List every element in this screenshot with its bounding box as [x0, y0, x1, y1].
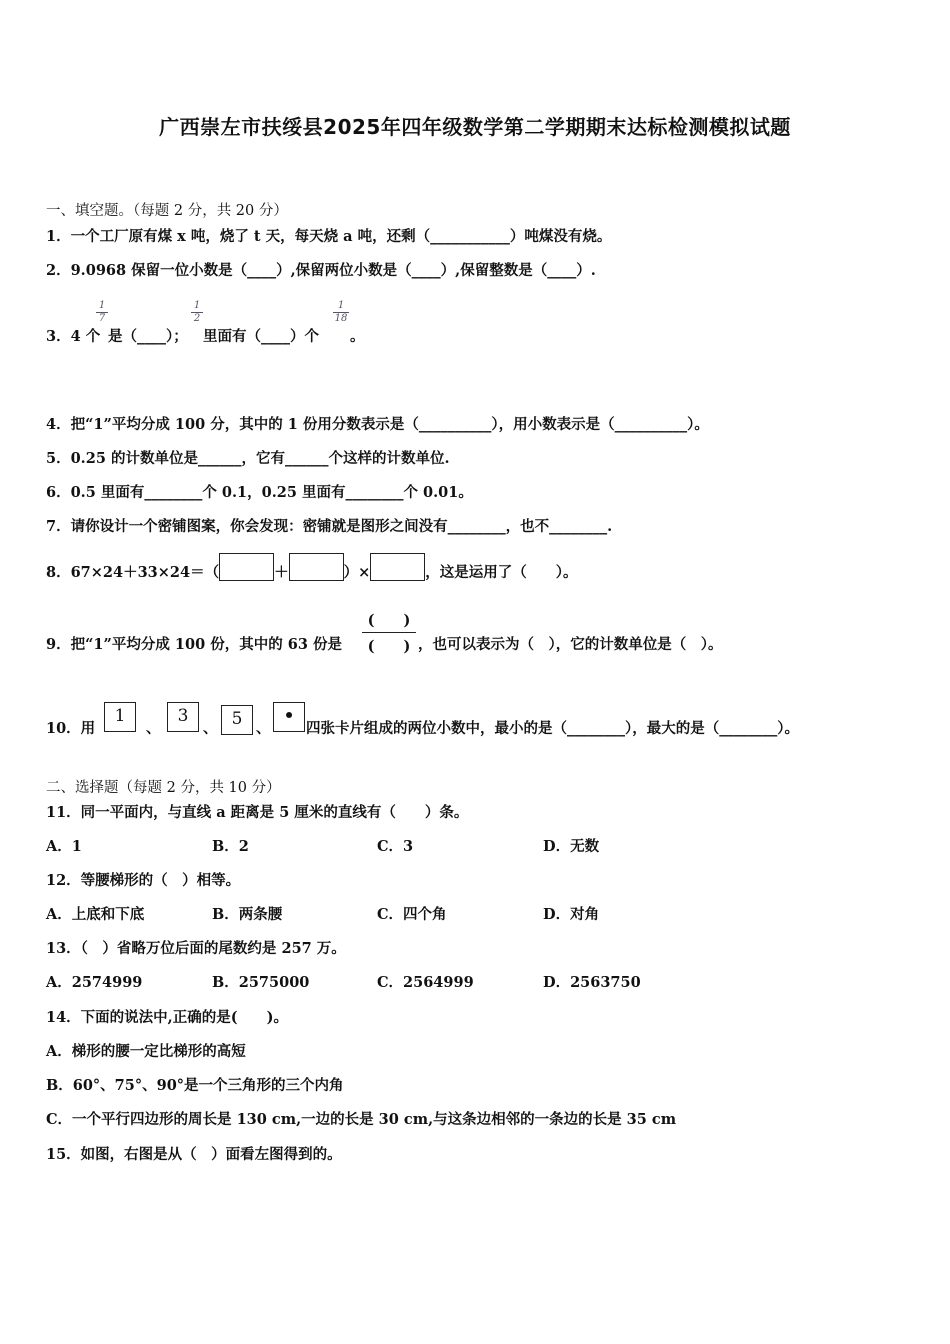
option-d[interactable]: D．2563750 [543, 974, 641, 991]
question-10-prefix: 10．用 [46, 720, 96, 737]
plus-sign: ＋ [274, 564, 289, 581]
question-3-part2: 是（____）； [108, 328, 188, 345]
digit-card-5: 5 [221, 705, 253, 735]
fraction-1-2 [190, 301, 204, 324]
page-title: 广西崇左市扶绥县2025年四年级数学第二学期期末达标检测模拟试题 [159, 115, 791, 139]
blank-fraction [362, 609, 416, 656]
option-b[interactable]: B．2575000 [212, 974, 310, 991]
option-c[interactable]: C．2564999 [377, 974, 474, 991]
fraction-1-18 [332, 301, 350, 324]
answer-box-3[interactable] [370, 553, 425, 581]
option-a[interactable]: A．梯形的腰一定比梯形的高短 [46, 1043, 246, 1060]
question-12: 12．等腰梯形的（ ）相等。 [46, 872, 241, 889]
option-a[interactable]: A．上底和下底 [46, 906, 145, 923]
frac-num: 1 [193, 300, 201, 311]
question-14: 14．下面的说法中,正确的是( )。 [46, 1009, 288, 1026]
blank-numerator: ( ) [367, 612, 411, 629]
option-c[interactable]: C．3 [377, 838, 414, 855]
answer-box-2[interactable] [289, 553, 344, 581]
separator: 、 [203, 720, 218, 737]
fraction-1-7 [95, 301, 109, 324]
question-8-prefix: 8．67×24＋33×24＝（ [46, 564, 220, 581]
option-a[interactable]: A．1 [46, 838, 82, 855]
question-1: 1．一个工厂原有煤 x 吨，烧了 t 天，每天烧 a 吨，还剩（___________）吨煤没有烧。 [46, 228, 612, 245]
blank-denominator: ( ) [367, 638, 411, 655]
question-4: 4．把“1”平均分成 100 分，其中的 1 份用分数表示是（__________），用小数表示是（__________）。 [46, 416, 709, 433]
question-11: 11．同一平面内，与直线 a 距离是 5 厘米的直线有（ ）条。 [46, 804, 469, 821]
frac-den: 2 [193, 313, 201, 324]
option-b[interactable]: B．2 [212, 838, 249, 855]
option-c[interactable]: C．四个角 [377, 906, 447, 923]
section2-heading: 二、选择题（每题 2 分，共 10 分） [46, 780, 281, 796]
question-13: 13．（ ）省略万位后面的尾数约是 257 万。 [46, 940, 346, 957]
question-8 [46, 563, 578, 583]
question-10-suffix: 四张卡片组成的两位小数中，最小的是（________），最大的是（________）。 [306, 720, 799, 737]
question-3-prefix: 3．4 个 [46, 328, 101, 345]
question-8-close: ）× [343, 564, 371, 581]
option-d[interactable]: D．对角 [543, 906, 600, 923]
answer-box-1[interactable] [219, 553, 274, 581]
question-6: 6．0.5 里面有________个 0.1，0.25 里面有________个 0.01。 [46, 484, 473, 501]
option-b[interactable]: B．两条腰 [212, 906, 283, 923]
question-9-suffix: ，也可以表示为（ ），它的计数单位是（ ）。 [418, 636, 723, 653]
option-b[interactable]: B．60°、75°、90°是一个三角形的三个内角 [46, 1077, 344, 1094]
digit-card-3: 3 [167, 702, 199, 732]
frac-den: 7 [98, 313, 106, 324]
option-d[interactable]: D．无数 [543, 838, 600, 855]
question-3-suffix: 。 [350, 328, 365, 345]
digit-card-1: 1 [104, 702, 136, 732]
separator: 、 [146, 720, 161, 737]
question-7: 7．请你设计一个密铺图案，你会发现：密铺就是图形之间没有________，也不________. [46, 518, 613, 535]
option-c[interactable]: C．一个平行四边形的周长是 130 cm,一边的长是 30 cm,与这条边相邻的一条边的长是 35 cm [46, 1111, 677, 1128]
decimal-point-card: • [273, 702, 305, 732]
question-15: 15．如图，右图是从（ ）面看左图得到的。 [46, 1146, 342, 1163]
frac-num: 1 [337, 300, 345, 311]
question-8-suffix: ，这是运用了（ ）。 [425, 564, 578, 581]
frac-den: 18 [334, 313, 348, 324]
separator: 、 [256, 720, 271, 737]
option-a[interactable]: A．2574999 [46, 974, 143, 991]
question-5: 5．0.25 的计数单位是______，它有______个这样的计数单位. [46, 450, 450, 467]
question-2: 2．9.0968 保留一位小数是（____）,保留两位小数是（____）,保留整数是（____）. [46, 262, 596, 279]
section1-heading: 一、填空题。（每题 2 分，共 20 分） [46, 203, 288, 219]
frac-num: 1 [98, 300, 106, 311]
question-3-part3: 里面有（____）个 [203, 328, 319, 345]
question-9-prefix: 9．把“1”平均分成 100 份，其中的 63 份是 [46, 636, 342, 653]
